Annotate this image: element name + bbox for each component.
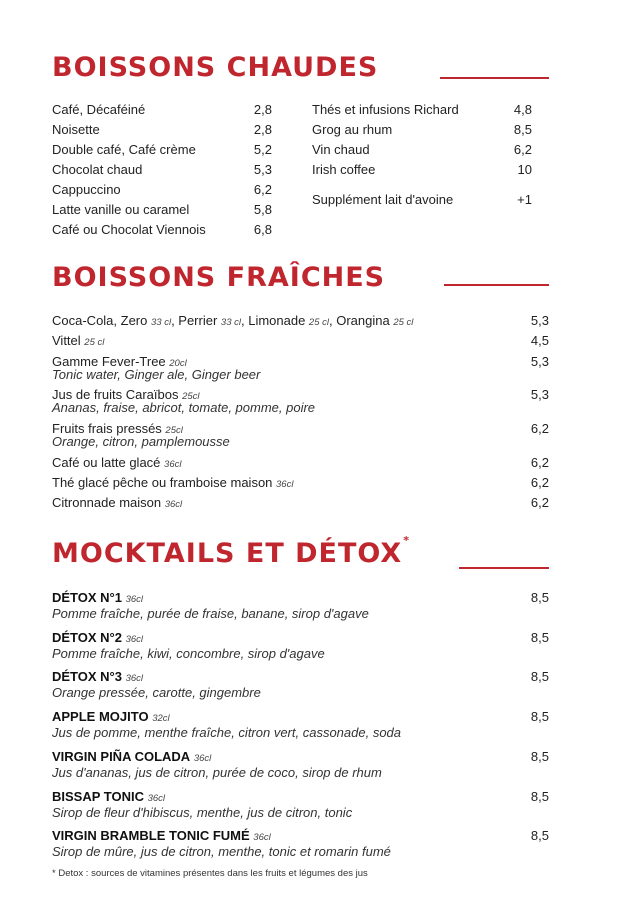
item-description: Tonic water, Ginger ale, Ginger beer xyxy=(52,367,261,382)
volume-label: 25 cl xyxy=(393,317,414,328)
menu-item-name xyxy=(52,331,104,352)
volume-label: 36cl xyxy=(164,499,183,510)
menu-item-price: 2,8 xyxy=(253,122,272,137)
menu-item-price: 5,3 xyxy=(530,354,549,369)
menu-item-price: 8,5 xyxy=(530,788,549,804)
volume-label: 33 cl xyxy=(150,317,172,328)
menu-item-price: 10 xyxy=(517,162,532,177)
footnote: * Detox : sources de vitamines présentes dans les fruits et légumes des jus xyxy=(52,868,368,879)
volume-label: 20cl xyxy=(169,358,187,369)
menu-item-name: Thés et infusions Richard xyxy=(312,102,459,117)
section-title-mocktails xyxy=(52,534,410,569)
section-title-mocktails-text: MOCKTAILS ET DÉTOX xyxy=(52,538,403,569)
menu-item-price: 4,8 xyxy=(513,102,532,117)
menu-item-name: Cappuccino xyxy=(52,182,121,197)
menu-item-name: Noisette xyxy=(52,122,100,137)
volume-label: 25cl xyxy=(182,391,200,402)
menu-item-name: Grog au rhum xyxy=(312,122,393,137)
menu-item-price: 5,2 xyxy=(253,142,272,157)
item-description: Orange pressée, carotte, gingembre xyxy=(52,685,261,701)
volume-label: 32cl xyxy=(152,713,170,725)
menu-item-price: 8,5 xyxy=(530,669,549,685)
item-title: DÉTOX N°2 xyxy=(52,629,122,645)
volume-label: 36cl xyxy=(125,633,144,645)
item-title: DÉTOX N°1 xyxy=(52,590,122,605)
menu-item-price: 6,2 xyxy=(530,421,549,436)
volume-label: 25 cl xyxy=(308,317,329,328)
volume-label: 36cl xyxy=(253,832,271,844)
item-text: Jus de fruits Caraïbos xyxy=(52,387,183,402)
menu-item-price: 8,5 xyxy=(530,629,549,645)
item-title: DÉTOX N°3 xyxy=(52,669,122,685)
volume-label: 36cl xyxy=(125,673,144,685)
menu-item-name: Supplément lait d'avoine xyxy=(312,192,454,207)
item-text: , Limonade xyxy=(240,313,309,328)
item-text: , Perrier xyxy=(171,313,221,328)
menu-item-price: 6,2 xyxy=(253,182,272,197)
menu-item-name xyxy=(52,493,182,514)
item-description: Jus de pomme, menthe fraîche, citron vert, cassonade, soda xyxy=(52,725,402,741)
menu-item-name: Irish coffee xyxy=(312,162,376,177)
menu-item-name: Vin chaud xyxy=(312,142,370,157)
item-description: Jus d'ananas, jus de citron, purée de coco, sirop de rhum xyxy=(52,764,382,780)
divider-mocktails xyxy=(459,567,549,569)
menu-item-price: 8,5 xyxy=(513,122,532,137)
item-text: Thé glacé pêche ou framboise maison xyxy=(52,475,277,490)
menu-item-name xyxy=(52,473,293,494)
menu-item-price: 5,3 xyxy=(530,387,549,402)
menu-item-name: Latte vanille ou caramel xyxy=(52,202,190,217)
item-text: , Orangina xyxy=(329,313,394,328)
item-text: Café ou latte glacé xyxy=(52,455,165,470)
divider-cold xyxy=(444,284,549,286)
volume-label: 25cl xyxy=(165,425,183,436)
menu-item-name xyxy=(52,453,181,474)
item-text: Vittel xyxy=(52,333,85,348)
menu-item-price: 6,2 xyxy=(530,475,549,490)
volume-label: 36cl xyxy=(164,459,182,470)
menu-item-price: 8,5 xyxy=(530,748,549,764)
item-description: Sirop de mûre, jus de citron, menthe, tonic et romarin fumé xyxy=(52,844,391,860)
menu-item-name: Chocolat chaud xyxy=(52,162,143,177)
footnote-mark: * xyxy=(403,534,410,547)
menu-item-price: 4,5 xyxy=(530,333,549,348)
volume-label: 25 cl xyxy=(84,337,105,348)
item-description: Orange, citron, pamplemousse xyxy=(52,434,230,449)
volume-label: 33 cl xyxy=(220,317,241,328)
volume-label: 36cl xyxy=(147,792,166,804)
item-title: VIRGIN BRAMBLE TONIC FUMÉ xyxy=(52,828,250,844)
item-title: VIRGIN PIÑA COLADA xyxy=(52,748,191,764)
menu-item-price: 8,5 xyxy=(530,828,549,844)
item-title: APPLE MOJITO xyxy=(52,709,149,725)
menu-item-name: Double café, Café crème xyxy=(52,142,196,157)
section-title-hot: BOISSONS CHAUDES xyxy=(52,52,379,83)
divider-hot xyxy=(440,77,549,79)
volume-label: 36cl xyxy=(193,752,212,764)
menu-item-name: Café ou Chocolat Viennois xyxy=(52,222,206,237)
volume-label: 36cl xyxy=(276,479,294,490)
item-description: Sirop de fleur d'hibiscus, menthe, jus de citron, tonic xyxy=(52,804,353,820)
item-text: Citronnade maison xyxy=(52,495,165,510)
menu-item-price: 6,2 xyxy=(530,455,549,470)
item-text: Fruits frais pressés xyxy=(52,421,166,436)
menu-item-price: 8,5 xyxy=(530,590,549,605)
item-description: Pomme fraîche, purée de fraise, banane, sirop d'agave xyxy=(52,606,369,621)
item-description: Pomme fraîche, kiwi, concombre, sirop d'agave xyxy=(52,645,325,661)
item-title: BISSAP TONIC xyxy=(52,788,144,804)
menu-item-price: 6,8 xyxy=(253,222,272,237)
section-title-cold: BOISSONS FRAÎCHES xyxy=(52,262,386,293)
item-text: Coca-Cola, Zero xyxy=(52,313,151,328)
item-text: Gamme Fever-Tree xyxy=(52,354,170,369)
item-description: Ananas, fraise, abricot, tomate, pomme, poire xyxy=(52,400,316,415)
menu-item-price: 6,2 xyxy=(530,495,549,510)
menu-item-price: 5,8 xyxy=(253,202,272,217)
menu-item-name: Café, Décaféiné xyxy=(52,102,146,117)
menu-item-price: +1 xyxy=(517,192,532,207)
volume-label: 36cl xyxy=(125,594,144,605)
menu-item-price: 5,3 xyxy=(253,162,272,177)
menu-item-price: 5,3 xyxy=(530,313,549,328)
menu-item-price: 6,2 xyxy=(513,142,532,157)
menu-item-price: 8,5 xyxy=(530,709,549,725)
menu-item-price: 2,8 xyxy=(253,102,272,117)
menu-item-name xyxy=(52,311,413,332)
